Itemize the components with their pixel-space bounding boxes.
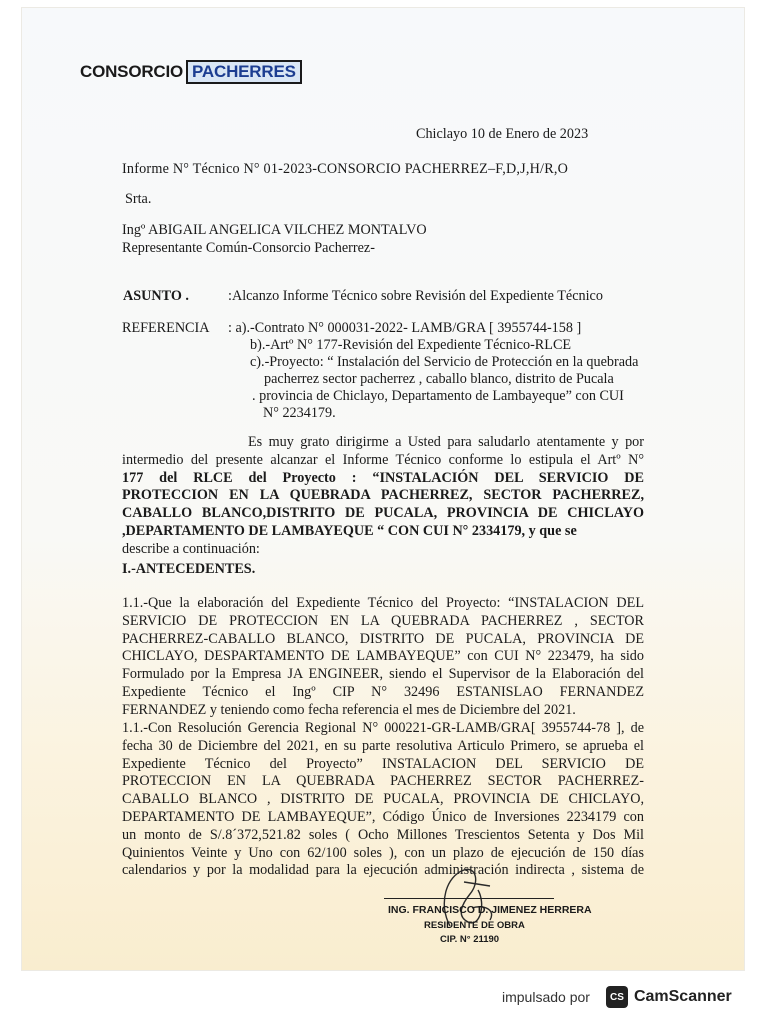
salutation: Srta.: [125, 191, 152, 207]
text-line: Quinientos Veinte y Uno con 62/100 soles ), con un plazo de ejecución de 150 días: [122, 844, 644, 861]
intro-paragraph: [122, 434, 644, 559]
report-number: Informe N° Técnico N° 01-2023-CONSORCIO PACHERREZ–F,D,J,H/R,O: [122, 161, 569, 177]
text-line: Expediente Técnico del Proyecto” INSTALACION DEL SERVICIO DE: [122, 755, 644, 772]
referencia-item: : a).-Contrato N° 000031-2022- LAMB/GRA [ 3955744-158 ]: [228, 320, 582, 336]
camscanner-brand: CamScanner: [633, 988, 732, 1005]
camscanner-logo-icon: CS: [606, 986, 628, 1008]
text-line: DEPARTAMENTO DE LAMBAYEQUE”, Código Único de Inversiones 2234179 con: [122, 808, 644, 825]
antecedent-paragraph-2: [122, 720, 644, 880]
logo-part-1: CONSORCIO: [80, 62, 184, 81]
referencia-item: c).-Proyecto: “ Instalación del Servicio de Protección en la quebrada: [250, 354, 639, 370]
signer-name: ING. FRANCISCO D. JIMENEZ HERRERA: [388, 904, 592, 916]
referencia-item: pacherrez sector pacherrez , caballo blanco, distrito de Pucala: [264, 371, 614, 387]
text-line: ,DEPARTAMENTO DE LAMBAYEQUE “ CON CUI N° 2334179, y que se: [122, 522, 577, 539]
text-line: Expediente Técnico el Ingº CIP N° 32496 ESTANISLAO FERNANDEZ: [122, 683, 644, 700]
text-line: SERVICIO DE PROTECCION EN LA QUEBRADA PACHERREZ , SECTOR: [122, 612, 644, 629]
text-line: FERNANDEZ y teniendo como fecha referencia el mes de Diciembre del 2021.: [122, 701, 576, 718]
antecedent-paragraph-1: [122, 595, 644, 720]
text-line: PROTECCION EN LA QUEBRADA PACHERREZ SECTOR PACHERREZ-: [122, 773, 644, 790]
signer-title: RESIDENTE DE OBRA: [424, 920, 525, 931]
text-line: calendarios y por la modalidad para la ejecución administración indirecta , sistema de: [122, 862, 644, 879]
text-line: CABALLO BLANCO , DISTRITO DE PUCALA, PROVINCIA DE CHICLAYO,: [122, 791, 644, 808]
text-line: PROTECCION EN LA QUEBRADA PACHERREZ, SECTOR PACHERREZ,: [122, 487, 644, 504]
text-line: Es muy grato dirigirme a Usted para saludarlo atentamente y por: [248, 434, 644, 450]
text-line: fecha 30 de Diciembre del 2021, en su parte resolutiva Articulo Primero, se aprueba el: [122, 737, 644, 754]
signer-cip: CIP. N° 21190: [440, 934, 500, 945]
text-line: intermedio del presente alcanzar el Informe Técnico conforme lo estipula el Artº N°: [122, 451, 644, 468]
text-line: describe a continuación:: [122, 540, 260, 557]
recipient-role: Representante Común-Consorcio Pacherrez-: [122, 240, 375, 256]
text-line: CHICLAYO, DESPARTAMENTO DE LAMBAYEQUE” con CUI N° 223479, ha sido: [122, 648, 644, 665]
document-date: Chiclayo 10 de Enero de 2023: [416, 126, 589, 142]
recipient-name: Ingº ABIGAIL ANGELICA VILCHEZ MONTALVO: [122, 222, 427, 238]
referencia-item: . provincia de Chiclayo, Departamento de Lambayeque” con CUI: [252, 388, 624, 404]
referencia-label: REFERENCIA: [122, 320, 210, 336]
text-line: 1.1.-Con Resolución Gerencia Regional N° 000221-GR-LAMB/GRA[ 3955744-78 ], de: [122, 720, 644, 736]
referencia-item: b).-Artº N° 177-Revisión del Expediente Técnico-RLCE: [250, 337, 572, 353]
section-title: I.-ANTECEDENTES.: [122, 561, 256, 577]
powered-by-text: impulsado por: [502, 989, 590, 1005]
text-line: un monto de S/.8´372,521.82 soles ( Ocho Millones Trescientos Setenta y Dos Mil: [122, 826, 644, 843]
watermark-footer: [502, 986, 732, 1008]
referencia-item: N° 2234179.: [263, 405, 336, 421]
asunto-label: ASUNTO .: [123, 288, 189, 304]
text-line: Formulado por la Empresa JA ENGINEER, siendo el Supervisor de la Elaboración del: [122, 666, 644, 683]
text-line: 1.1.-Que la elaboración del Expediente Técnico del Proyecto: “INSTALACION DEL: [122, 595, 644, 611]
text-line: PACHERREZ-CABALLO BLANCO, DISTRITO DE PUCALA, PROVINCIA DE: [122, 630, 644, 647]
signature-line: [384, 898, 554, 899]
company-logo: [80, 60, 302, 84]
text-line: CABALLO BLANCO,DISTRITO DE PUCALA, PROVINCIA DE CHICLAYO: [122, 505, 644, 522]
logo-part-2: PACHERRES: [186, 60, 302, 84]
text-line: 177 del RLCE del Proyecto : “INSTALACIÓN DEL SERVICIO DE: [122, 469, 644, 486]
asunto-text: :Alcanzo Informe Técnico sobre Revisión del Expediente Técnico: [228, 288, 603, 304]
